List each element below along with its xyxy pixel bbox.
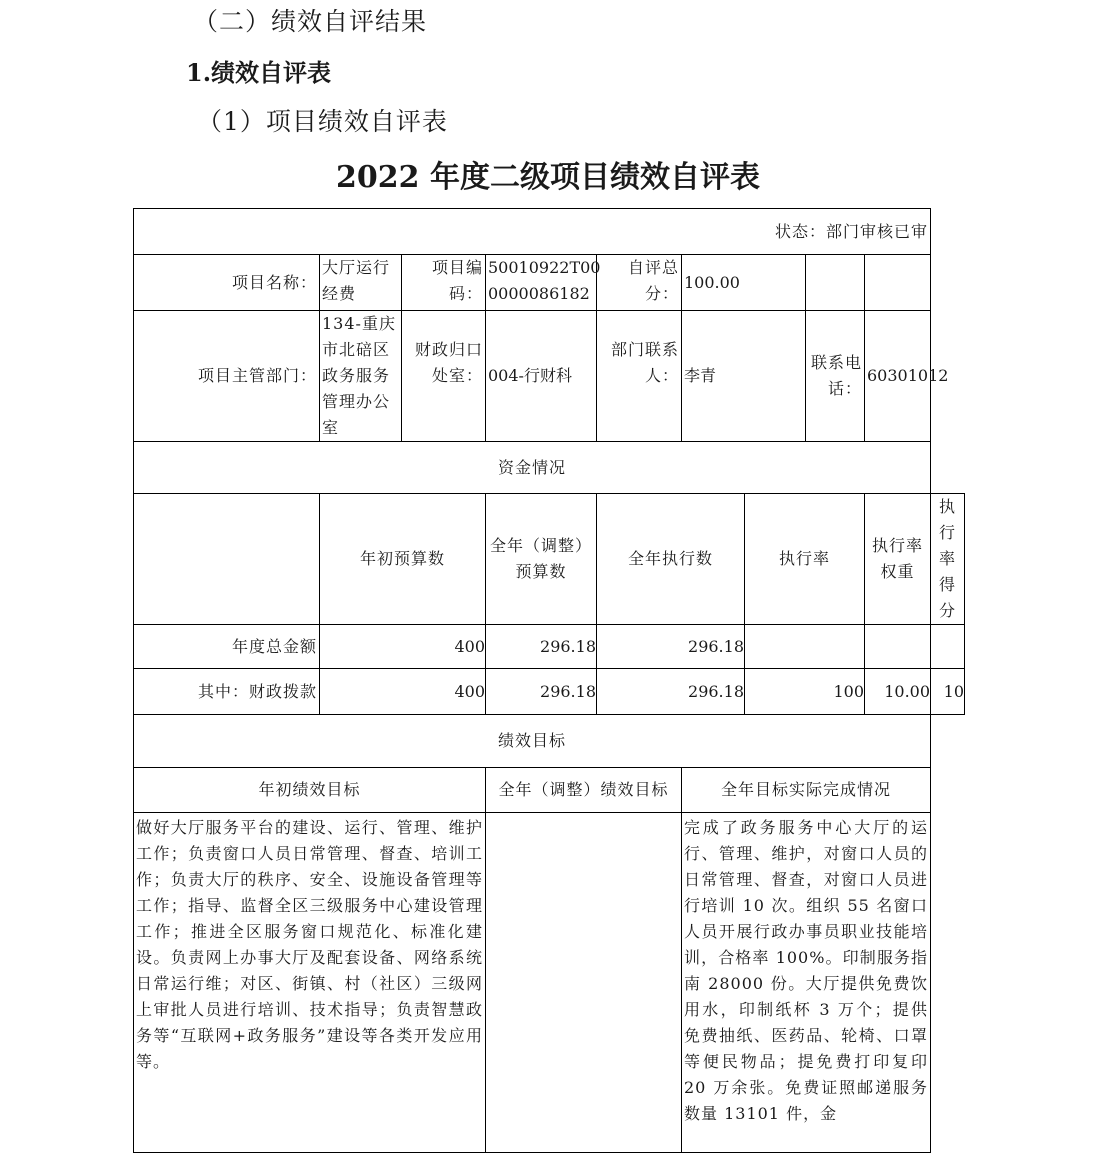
funds-header-adjusted: 全年（调整）预算数 [486, 494, 597, 625]
adjusted-goal-text [486, 813, 682, 1153]
project-row-2 [134, 311, 965, 442]
project-name-label: 项目名称： [134, 255, 320, 311]
goals-header-initial: 年初绩效目标 [134, 768, 486, 813]
project-code-label: 项目编码： [402, 255, 486, 311]
dept-value: 134-重庆市北碚区政务服务管理办公室 [320, 311, 402, 442]
funds-row-label: 其中：财政拨款 [134, 669, 320, 715]
funds-section-title: 资金情况 [134, 442, 931, 494]
funds-row-initial: 400 [320, 669, 486, 715]
goals-header-adjusted: 全年（调整）绩效目标 [486, 768, 682, 813]
subsubsection-heading: （1）项目绩效自评表 [197, 107, 448, 136]
funds-header-executed: 全年执行数 [597, 494, 745, 625]
finance-value: 004-行财科 [486, 311, 597, 442]
project-code-value: 50010922T00 0000086182 [486, 255, 597, 311]
contact-label: 部门联系人： [597, 311, 682, 442]
funds-row-score: 10 [931, 669, 965, 715]
project-name-value: 大厅运行经费 [320, 255, 402, 311]
funds-row-rate: 100 [745, 669, 865, 715]
table-title: 2022 年度二级项目绩效自评表 [336, 160, 760, 195]
phone-value: 60301012 [865, 311, 931, 442]
empty-cell [806, 255, 865, 311]
goals-header-actual: 全年目标实际完成情况 [682, 768, 931, 813]
funds-row-adjusted: 296.18 [486, 669, 597, 715]
empty-cell [865, 255, 931, 311]
project-row-1 [134, 255, 965, 311]
funds-header-initial: 年初预算数 [320, 494, 486, 625]
self-score-label: 自评总分： [597, 255, 682, 311]
phone-label: 联系电话： [806, 311, 865, 442]
funds-row-label: 年度总金额 [134, 625, 320, 669]
finance-label: 财政归口处室： [402, 311, 486, 442]
funds-row-weight: 10.00 [865, 669, 931, 715]
actual-completion-text: 完成了政务服务中心大厅的运行、管理、维护，对窗口人员的日常管理、督查，对窗口人员进行培训 10 次。组织 55 名窗口人员开展行政办事员职业技能培训，合格率 100%。印制服务指南 28000 份。大厅提供免费饮用水，印制纸杯 3 万个；提供免费抽纸、医药品、轮椅、口罩等便民物品；提免费打印复印 20 万余张。免费证照邮递服务数量 13101 件，金 [682, 813, 931, 1153]
funds-header-row [134, 494, 965, 625]
funds-row-executed: 296.18 [597, 625, 745, 669]
self-score-value: 100.00 [682, 255, 806, 311]
funds-row-initial: 400 [320, 625, 486, 669]
goals-header-row [134, 768, 965, 813]
funds-header-rate: 执行率 [745, 494, 865, 625]
performance-evaluation-table [133, 208, 965, 1153]
funds-row-executed: 296.18 [597, 669, 745, 715]
goals-content-row [134, 813, 965, 1153]
status-row [134, 209, 965, 255]
contact-value: 李青 [682, 311, 806, 442]
funds-section-row [134, 442, 965, 494]
goals-section-title: 绩效目标 [134, 715, 931, 768]
funds-row [134, 669, 965, 715]
subsection-heading: 1.绩效自评表 [186, 58, 332, 87]
funds-row-adjusted: 296.18 [486, 625, 597, 669]
funds-header-weight: 执行率权重 [865, 494, 931, 625]
initial-goal-text: 做好大厅服务平台的建设、运行、管理、维护工作；负责窗口人员日常管理、督查、培训工作；负责大厅的秩序、安全、设施设备管理等工作；指导、监督全区三级服务中心建设管理工作；推进全区服务窗口规范化、标准化建设。负责网上办事大厅及配套设备、网络系统日常运行维；对区、街镇、村（社区）三级网上审批人员进行培训、技术指导；负责智慧政务等“互联网+政务服务”建设等各类开发应用等。 [134, 813, 486, 1153]
funds-header-score: 执行率得分 [931, 494, 965, 625]
dept-label: 项目主管部门： [134, 311, 320, 442]
funds-row-weight [865, 625, 931, 669]
funds-row-rate [745, 625, 865, 669]
goals-section-row [134, 715, 965, 768]
funds-row [134, 625, 965, 669]
section-heading: （二）绩效自评结果 [193, 7, 428, 36]
status-text: 状态：部门审核已审 [134, 209, 931, 255]
empty-cell [134, 494, 320, 625]
funds-row-score [931, 625, 965, 669]
